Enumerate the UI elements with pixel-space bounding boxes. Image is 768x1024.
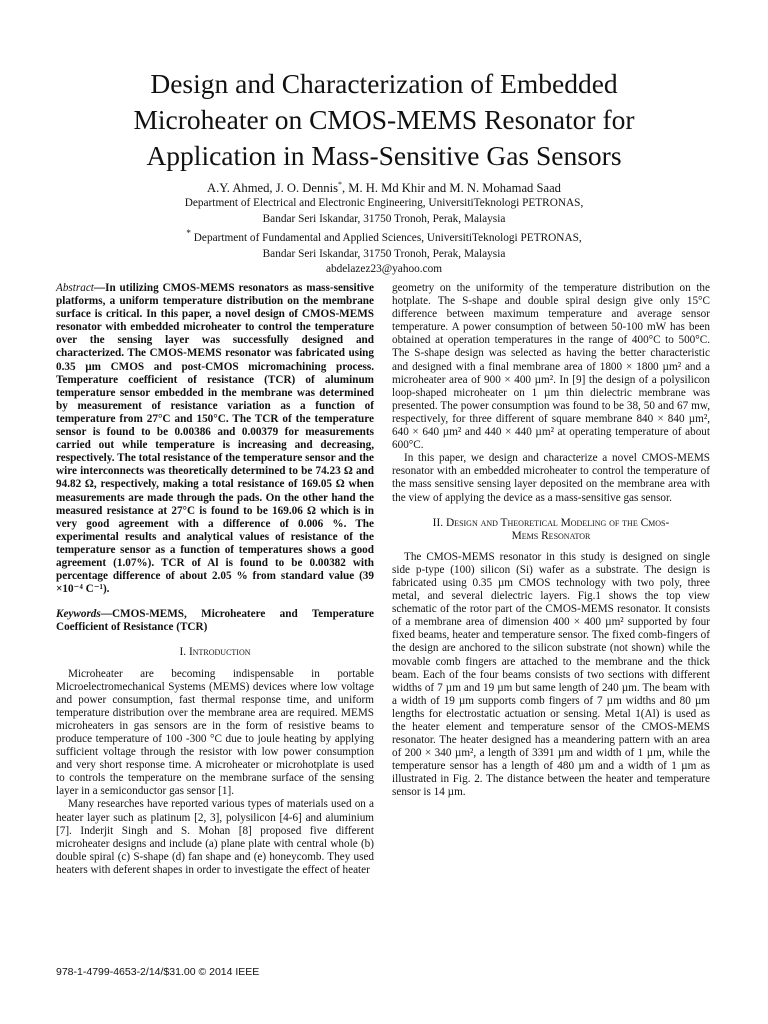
affiliation-marker: *	[186, 229, 191, 240]
author-list	[40, 180, 728, 196]
affiliation-line: Bandar Seri Iskandar, 31750 Tronoh, Perak, Malaysia	[262, 212, 506, 225]
abstract-label: Abstract	[56, 282, 94, 294]
keywords-label: Keywords	[56, 608, 101, 621]
author-email: abdelazez23@yahoo.com	[325, 263, 443, 276]
keywords-text: —CMOS-MEMS, Microheatere and Temperature Coefficient of Resistance (TCR)	[56, 608, 374, 634]
title-line: Design and Characterization of Embedded	[150, 68, 618, 99]
affiliation-line: Bandar Seri Iskandar, 31750 Tronoh, Perak, Malaysia	[262, 247, 506, 260]
affiliations	[40, 196, 728, 278]
section-heading-design	[392, 517, 710, 543]
paragraph: Microheater are becoming indispensable in portable Microelectromechanical Systems (MEMS) devices where low voltage and power consumption, fast thermal response time, and uniform temperature distribution over the membrane area are required. MEMS microheaters in gas sensors are in the form of resistive beams to produce temperature of 100 -300 °C due to joule heating by applying sufficient voltage through the resistor with low power consumption and very short response time. A microheater or microhotplate is used to controls the temperature on the membrane surface of the sensing layer in a semiconductor gas sensor [1].	[56, 667, 374, 798]
title-line: Microheater on CMOS-MEMS Resonator for	[133, 104, 635, 135]
paragraph: The CMOS-MEMS resonator in this study is designed on single side p-type (100) silicon (Si) wafer as a substrate. The design is fabricated using 0.35 µm CMOS technology with two poly, three metal, and several dielectric layers. Fig.1 shows the top view schematic of the rotor part of the CMOS-MEMS resonator. It consists of a membrane area of dimension 400 × 400 µm² supported by four fixed beams, heater and temperature sensor. The fixed comb-fingers of the design are anchored to the silicon substrate (not shown) while the movable comb fingers are attached to the membrane and the thick beam. Each of the four beams consists of two sections with different widths of 7 µm and 19 µm but same length of 240 µm. The beam with a width of 19 µm supports comb fingers of 7 µm widths and 80 µm lengths for electrostatic actuation or sensing. Metal 1(Al) is used as the heater element and temperature sensor of the CMOS-MEMS resonator. The heater designed has a meandering pattern with an area of 200 × 340 µm², a length of 3391 µm and width of 1 µm, while the temperature sensor has a length of 480 µm and a width of 1 µm as illustrated in Fig. 2. The distance between the heater and temperature sensor is 14 µm.	[392, 550, 710, 799]
affiliation-text: Department of Fundamental and Applied Sciences, UniversitiTeknologi PETRONAS,	[190, 231, 582, 244]
authors-part2: , M. H. Md Khir and M. N. Mohamad Saad	[341, 181, 561, 195]
paragraph: Many researches have reported various types of materials used on a heater layer such as platinum [2, 3], polysilicon [4-6] and aluminium [7]. Inderjit Singh and S. Mohan [8] proposed five different microheater designs and include (a) plane plate with central whole (b) double spiral (c) S-shape (d) fan shape and (e) honeycomb. They used heaters with deferent shapes in order to investigate the effect of heater	[56, 798, 374, 876]
authors-part1: A.Y. Ahmed, J. O. Dennis	[207, 181, 338, 195]
corresponding-marker: *	[337, 179, 342, 189]
copyright-footer: 978-1-4799-4653-2/14/$31.00 © 2014 IEEE	[56, 966, 260, 978]
right-column	[392, 282, 710, 800]
abstract-text: —In utilizing CMOS-MEMS resonators as mass-sensitive platforms, a uniform temperature distribution on the membrane surface is critical. In this paper, a novel design of CMOS-MEMS resonator with embedded microheater to control the temperature over the sensing layer was successfully designed and characterized. The CMOS-MEMS resonator was fabricated using 0.35 µm CMOS and post-CMOS micromachining process. Temperature coefficient of resistance (TCR) of aluminum temperature sensor embedded in the membrane was determined by measurement of resistance variation as a function of temperature from 27°C and 150°C. The TCR of the temperature sensor is found to be 0.00386 and 0.00379 for measurements carried out while temperature is increasing and decreasing, respectively. The total resistance of the temperature sensor and the wire interconnects was theoretically determined to be 74.23 Ω and 94.82 Ω, respectively, making a total resistance of 169.05 Ω when measurements are made through the pads. On the other hand the measured resistance at 27°C is found to be 169.06 Ω which is in very good agreement with a difference of 0.006 %. The experimental results and analytical values of resistance of the temperature sensor as a function of temperatures shows a good agreement (1.07%). TCR of Al is found to be 0.00382 with percentage difference of about 2.05 % from standard value (39 ×10⁻⁴ C⁻¹).	[56, 282, 374, 596]
paragraph: In this paper, we design and characterize a novel CMOS-MEMS resonator with an embedded microheater to control the temperature of the mass sensitive sensing layer deposited on the membrane area with the view of applying the device as a mass-sensitive gas sensor.	[392, 452, 710, 504]
left-column	[56, 282, 374, 877]
title-line: Application in Mass-Sensitive Gas Sensors	[146, 140, 622, 171]
paper-title	[60, 66, 708, 174]
keywords	[56, 608, 374, 634]
affiliation-line	[40, 227, 728, 246]
paragraph: geometry on the uniformity of the temperature distribution on the hotplate. The S-shape and double spiral design give only 15°C difference between maximum temperature and average sensor temperature. A power consumption of between 50-100 mW has been obtained at operation temperatures in the range of 400°C to 500°C. The S-shape design was selected as having the better characteristic and designed with a final membrane area of 1800 × 1800 µm² and a microheater area of 900 × 400 µm². In [9] the design of a polysilicon loop-shaped microheater on 1 µm thin dielectric membrane was presented. The power consumption was found to be 38, 50 and 67 mw, respectively, for three different of square membrane 840 × 840 µm², 640 × 640 µm² and 440 × 440 µm² at operating temperature of about 600°C.	[392, 282, 710, 452]
section-heading-introduction: I. Introduction	[179, 646, 251, 659]
affiliation-line: Department of Electrical and Electronic Engineering, UniversitiTeknologi PETRONAS,	[184, 197, 584, 209]
abstract	[56, 282, 374, 596]
section-heading-line: II. Design and Theoretical Modeling of the Cmos-	[432, 516, 670, 529]
section-heading-line: Mems Resonator	[511, 529, 591, 542]
